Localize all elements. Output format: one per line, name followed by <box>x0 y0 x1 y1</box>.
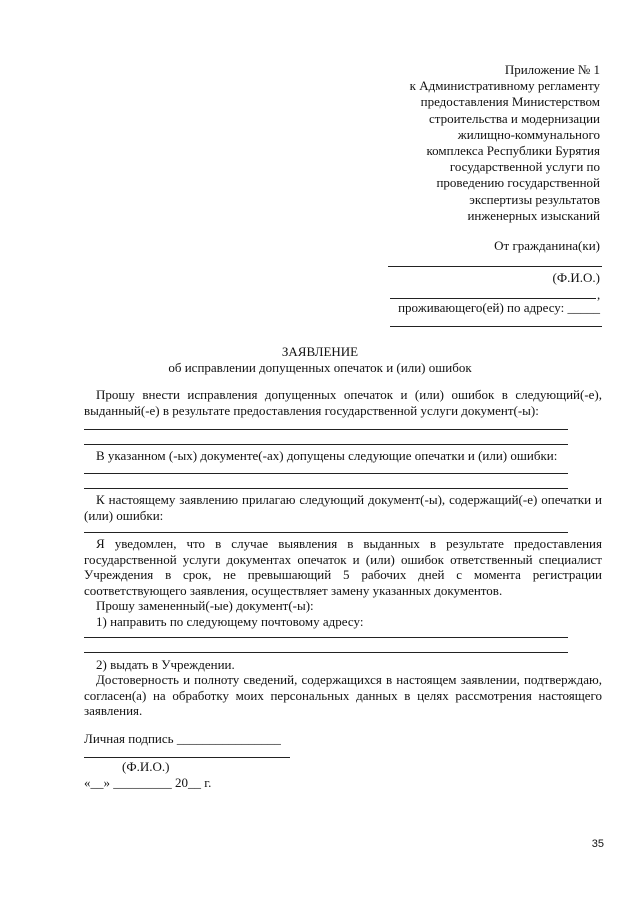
option-1-text: 1) направить по следующему почтовому адресу: <box>96 614 364 629</box>
appendix-line: комплекса Республики Бурятия <box>426 143 600 159</box>
appendix-line: строительства и модернизации <box>428 110 600 126</box>
from-label: От гражданина(ки) <box>494 238 600 253</box>
option-2-text: 2) выдать в Учреждении. <box>96 657 235 672</box>
appendix-line: проведению государственной <box>436 175 600 191</box>
appendix-header <box>340 62 600 224</box>
date-line: «__» _________ 20__ г. <box>84 775 212 790</box>
appendix-line: Приложение № 1 <box>504 62 600 77</box>
address-line <box>390 326 602 327</box>
postal-address-line-1 <box>84 637 568 638</box>
errors-line-2 <box>84 488 568 489</box>
appendix-line: предоставления Министерством <box>420 94 600 110</box>
request-line-2 <box>84 444 568 445</box>
consent-paragraph: Достоверность и полноту сведений, содержащихся в настоящем заявлении, подтверждаю, согласен(а) на обработку моих персональных данных в целях рассмотрения настоящего заявления. <box>84 672 602 718</box>
errors-paragraph: В указанном (-ых) документе(-ах) допущены следующие опечатки и (или) ошибки: <box>96 448 558 463</box>
fio-bottom-label: (Ф.И.О.) <box>122 759 170 774</box>
page-number: 35 <box>591 838 604 850</box>
signature-label: Личная подпись ________________ <box>84 731 281 746</box>
request-paragraph: Прошу внести исправления допущенных опечаток и (или) ошибок в следующий(-е), выданный(-е) в результате предоставления государственной услуги документ(-ы): <box>84 387 602 418</box>
appendix-line: государственной услуги по <box>449 159 600 175</box>
request-line-1 <box>84 429 568 430</box>
fio-bottom-line <box>84 757 290 758</box>
fio-continuation-line <box>390 298 596 299</box>
document-title: ЗАЯВЛЕНИЕ <box>281 344 359 359</box>
replace-text: Прошу замененный(-ые) документ(-ы): <box>96 598 314 613</box>
fio-line <box>388 266 602 267</box>
address-label: проживающего(ей) по адресу: _____ <box>398 300 600 315</box>
attach-paragraph: К настоящему заявлению прилагаю следующий документ(-ы), содержащий(-е) опечатки и (или) ошибки: <box>84 492 602 523</box>
comma: , <box>597 287 601 302</box>
notice-paragraph: Я уведомлен, что в случае выявления в выданных в результате предоставления государственной услуги документах опечаток и (или) ошибок ответственный специалист Учреждения в срок, не превышающий 5 рабочих дней с момента регистрации соответствующего заявления, осуществляет замену указанных документов. <box>84 536 602 598</box>
appendix-line: жилищно-коммунального <box>457 126 600 142</box>
appendix-line: к Административному регламенту <box>409 78 600 94</box>
fio-label: (Ф.И.О.) <box>552 270 600 285</box>
errors-line-1 <box>84 473 568 474</box>
appendix-line: инженерных изысканий <box>467 207 600 223</box>
postal-address-line-2 <box>84 652 568 653</box>
document-subtitle: об исправлении допущенных опечаток и (или) ошибок <box>168 360 472 375</box>
appendix-line: экспертизы результатов <box>469 191 600 207</box>
attach-line <box>84 532 568 533</box>
